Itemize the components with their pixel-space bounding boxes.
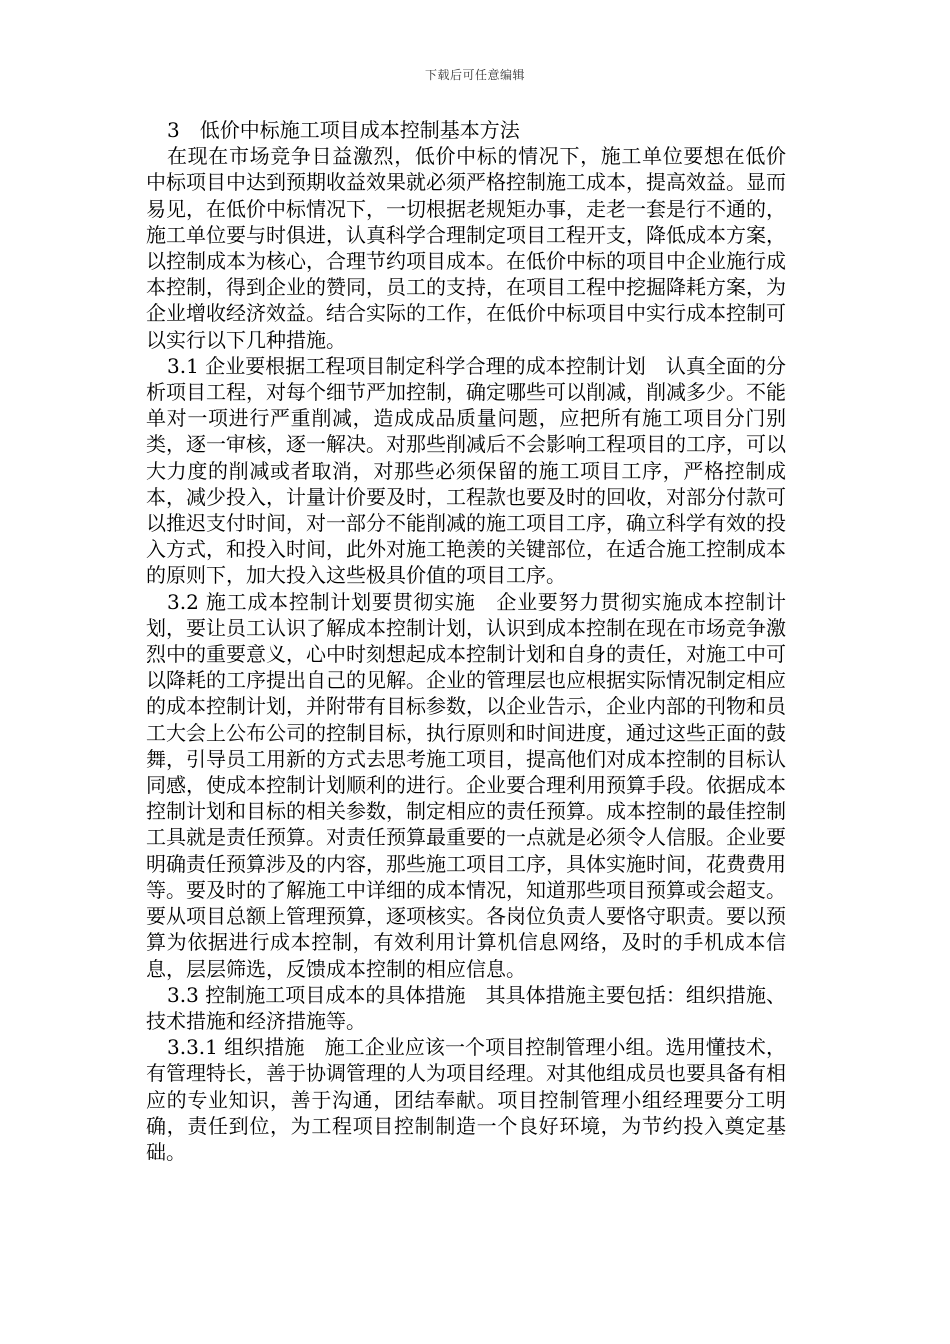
paragraph-3-2: 3.2 施工成本控制计划要贯彻实施 企业要努力贯彻实施成本控制计划，要让员工认识了解成本控制计划，认识到成本控制在现在市场竞争激烈中的重要意义，心中时刻想起成本控制计划和自身的责任，对施工中可以降耗的工序提出自己的见解。企业的管理层也应根据实际情况制定相应的成本控制计划，并附带有目标参数，以企业告示，企业内部的刊物和员工大会上公布公司的控制目标，执行原则和时间进度，通过这些正面的鼓舞，引导员工用新的方式去思考施工项目，提高他们对成本控制的目标认同感，使成本控制计划顺利的进行。企业要合理利用预算手段。依据成本控制计划和目标的相关参数，制定相应的责任预算。成本控制的最佳控制工具就是责任预算。对责任预算最重要的一点就是必须令人信服。企业要明确责任预算涉及的内容，那些施工项目工序，具体实施时间，花费费用等。要及时的了解施工中详细的成本情况，知道那些项目预算或会超支。要从项目总额上管理预算，逐项核实。各岗位负责人要恪守职责。要以预算为依据进行成本控制，有效利用计算机信息网络，及时的手机成本信息，层层筛选，反馈成本控制的相应信息。	[146, 589, 786, 981]
page-header: 下载后可任意编辑	[424, 68, 525, 82]
intro-paragraph: 在现在市场竞争日益激烈，低价中标的情况下，施工单位要想在低价中标项目中达到预期收益效果就必须严格控制施工成本，提高效益。显而易见，在低价中标情况下，一切根据老规矩办事，走老一套是行不通的，施工单位要与时俱进，认真科学合理制定项目工程开支，降低成本方案，以控制成本为核心，合理节约项目成本。在低价中标的项目中企业施行成本控制，得到企业的赞同，员工的支持，在项目工程中挖掘降耗方案，为企业增收经济效益。结合实际的工作，在低价中标项目中实行成本控制可以实行以下几种措施。	[146, 144, 786, 352]
document-body	[146, 117, 786, 1165]
paragraph-3-1: 3.1 企业要根据工程项目制定科学合理的成本控制计划 认真全面的分析项目工程，对每个细节严加控制，确定哪些可以削减，削减多少。不能单对一项进行严重削减，造成成品质量问题，应把所有施工项目分门别类，逐一审核，逐一解决。对那些削减后不会影响工程项目的工序，可以大力度的削减或者取消，对那些必须保留的施工项目工序，严格控制成本，减少投入，计量计价要及时，工程款也要及时的回收，对部分付款可以推迟支付时间，对一部分不能削减的施工项目工序，确立科学有效的投入方式，和投入时间，此外对施工艳羡的关键部位，在适合施工控制成本的原则下，加大投入这些极具价值的项目工序。	[146, 353, 786, 588]
section-heading: 3 低价中标施工项目成本控制基本方法	[167, 118, 520, 142]
paragraph-3-3-1: 3.3.1 组织措施 施工企业应该一个项目控制管理小组。选用懂技术，有管理特长，善于协调管理的人为项目经理。对其他组成员也要具备有相应的专业知识，善于沟通，团结奉献。项目控制管理小组经理要分工明确，责任到位，为工程项目控制制造一个良好环境，为节约投入奠定基础。	[146, 1035, 786, 1164]
paragraph-3-3: 3.3 控制施工项目成本的具体措施 其具体措施主要包括：组织措施、技术措施和经济措施等。	[146, 982, 786, 1033]
